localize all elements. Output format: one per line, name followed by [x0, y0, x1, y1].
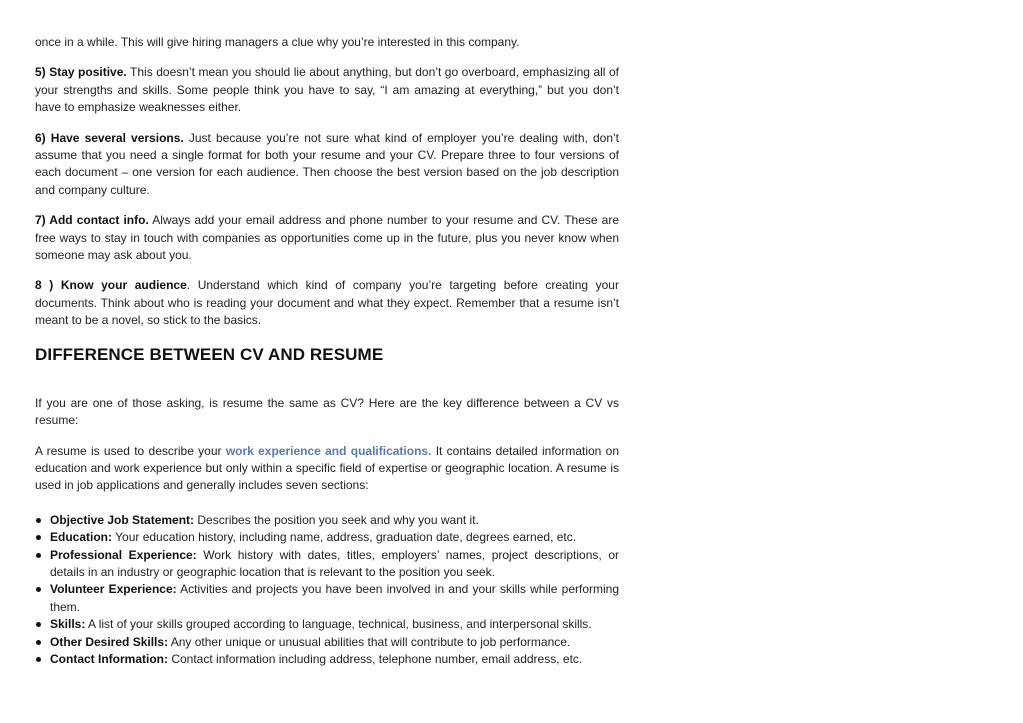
tip-7-title: 7) Add contact info.	[35, 213, 149, 228]
tip-5-title: 5) Stay positive.	[35, 65, 127, 80]
list-item-label: Objective Job Statement:	[50, 512, 195, 527]
list-item-text: Contact information including address, telephone number, email address, etc.	[168, 651, 583, 666]
list-item	[35, 651, 619, 668]
tip-8-paragraph	[35, 277, 619, 329]
tip-5-body: This doesn’t mean you should lie about anything, but don’t go overboard, emphasizing all of your strengths and skills. Some people think you have to say, “I am amazing at everything,” but you don’t have to emphasize weaknesses either.	[35, 65, 619, 115]
resume-text-after: It contains detailed information on education and work experience but only within a specific field of expertise or geographic location. A resume is used in job applications and generally includes seven sections:	[35, 443, 619, 493]
tip-7-body: Always add your email address and phone number to your resume and CV. These are free ways to stay in touch with companies as opportunities come up in the future, plus you never know when someone may ask about you.	[35, 213, 619, 263]
list-item	[35, 512, 619, 529]
list-item-text: Describes the position you seek and why you want it.	[194, 512, 479, 527]
article-body	[35, 34, 619, 668]
list-item-text: Your education history, including name, address, graduation date, degrees earned, etc.	[112, 530, 577, 545]
tip-6-paragraph	[35, 130, 619, 200]
tip-6-body: Just because you’re not sure what kind of employer you’re dealing with, don’t assume that you need a single format for both your resume and your CV. Prepare three to four versions of each document – one version for each audience. Then choose the best version based on the job description and company culture.	[35, 130, 619, 197]
list-item	[35, 634, 619, 651]
list-item-label: Education:	[50, 530, 112, 545]
intro-paragraph	[35, 34, 619, 51]
tip-8-body: . Understand which kind of company you’re targeting before creating your documents. Think about who is reading your document and what they expect. Remember that a resume isn’t meant to be a novel, so stick to the basics.	[35, 278, 619, 328]
tip-5-paragraph	[35, 64, 619, 116]
list-item-text: Work history with dates, titles, employers’ names, project descriptions, or details in an industry or geographic location that is relevant to the position you seek.	[50, 547, 620, 579]
resume-paragraph	[35, 443, 619, 495]
section-heading: DIFFERENCE BETWEEN CV AND RESUME	[35, 344, 384, 364]
list-item-text: Any other unique or unusual abilities that will contribute to job performance.	[168, 634, 571, 649]
tip-8-title: 8 ) Know your audience	[35, 278, 187, 293]
question-paragraph	[35, 395, 619, 430]
list-item	[35, 547, 619, 582]
list-item	[35, 616, 619, 633]
list-item-label: Contact Information:	[50, 651, 168, 666]
resume-text-before: A resume is used to describe your	[35, 443, 226, 458]
intro-text: once in a while. This will give hiring managers a clue why you’re interested in this company.	[35, 35, 520, 49]
resume-sections-list	[35, 512, 619, 669]
list-item-label: Professional Experience:	[50, 547, 197, 562]
list-item-label: Other Desired Skills:	[50, 634, 169, 649]
list-item-text: Activities and projects you have been involved in and your skills while performing them.	[50, 582, 619, 614]
tip-6-title: 6) Have several versions.	[35, 130, 184, 145]
list-item-text: A list of your skills grouped according to language, technical, business, and interpersonal skills.	[85, 617, 592, 632]
question-text: If you are one of those asking, is resume the same as CV? Here are the key difference between a CV vs resume:	[35, 395, 619, 428]
list-item-label: Skills:	[50, 617, 86, 632]
list-item-label: Volunteer Experience:	[50, 582, 177, 597]
qualifications-link[interactable]: work experience and qualifications.	[225, 443, 432, 458]
list-item	[35, 581, 619, 616]
tip-7-paragraph	[35, 212, 619, 264]
list-item	[35, 529, 619, 546]
